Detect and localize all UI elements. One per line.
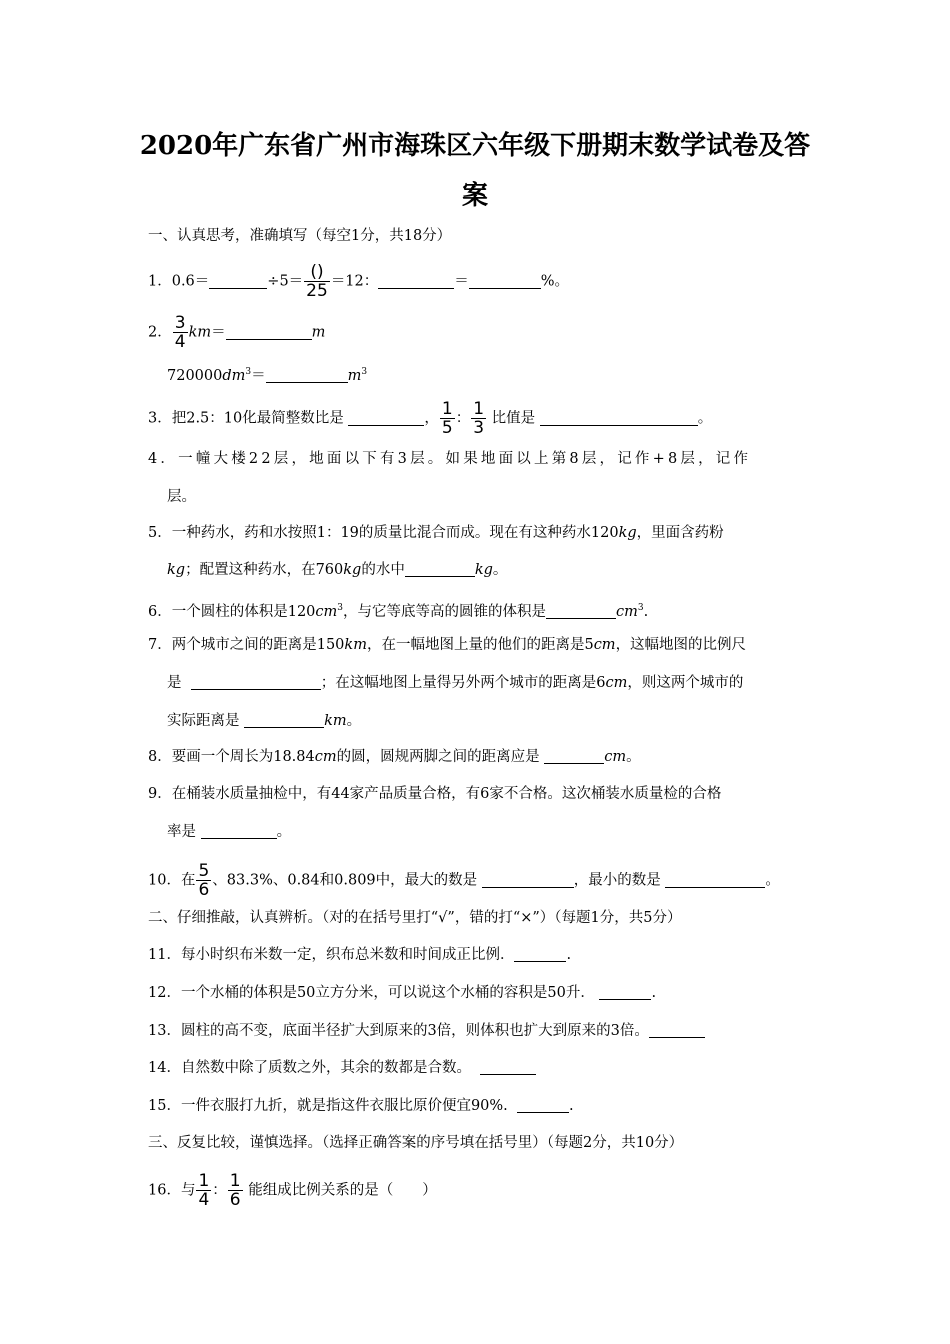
answer-blank[interactable] xyxy=(482,872,574,888)
fraction: $\frac{1}{5}$ xyxy=(441,399,453,438)
question-5-continued: kg；配置这种药水，在760kg的水中 kg。 xyxy=(167,562,508,578)
question-5: 5．一种药水，药和水按照1：19的质量比混合而成。现在有这种药水120kg，里面含药粉 xyxy=(148,525,724,541)
question-10: 10．在 $\frac{5}{6}$ 、83.3%、0.84和0.809中，最大的数是 ，最小的数是 。 xyxy=(148,861,780,900)
fraction: $\frac{()}{25}$ xyxy=(306,262,328,301)
question-16: 16．与 $\frac{1}{4}$ ： $\frac{1}{6}$ 能组成比例关系的是（ ） xyxy=(148,1171,437,1210)
question-9: 9．在桶装水质量抽检中，有44家产品质量合格，有6家不合格。这次桶装水质量检的合格 xyxy=(148,786,722,802)
answer-blank[interactable] xyxy=(209,273,267,289)
fraction: $\frac{1}{3}$ xyxy=(473,399,485,438)
question-4: 4．一幢大楼22层，地面以下有3层。如果地面以上第8层，记作+8层，记作 xyxy=(148,451,752,467)
question-8: 8．要画一个周长为18.84cm的圆，圆规两脚之间的距离应是 cm。 xyxy=(148,749,641,765)
answer-blank[interactable] xyxy=(514,946,566,962)
answer-blank[interactable] xyxy=(405,561,475,577)
answer-blank[interactable] xyxy=(469,273,541,289)
fraction: $\frac{5}{6}$ xyxy=(198,861,210,900)
question-7-continued: 是 ；在这幅地图上量得另外两个城市的距离是6cm，则这两个城市的 xyxy=(167,675,744,691)
section-1-heading: 一、认真思考，准确填写（每空1分，共18分） xyxy=(148,228,452,244)
question-3: 3．把2.5：10化最简整数比是 ， $\frac{1}{5}$ ： $\frac{1}{3}$ 比值是 。 xyxy=(148,399,713,438)
page-title-continued: 案 xyxy=(461,181,488,211)
answer-blank[interactable] xyxy=(649,1022,705,1038)
question-14: 14．自然数中除了质数之外，其余的数都是合数。 xyxy=(148,1058,536,1078)
question-9-continued: 率是 。 xyxy=(167,824,292,840)
answer-blank[interactable] xyxy=(378,273,454,289)
question-1: 1．0.6＝ ÷5＝ $\frac{()}{25}$ ＝12： ＝ %。 xyxy=(148,262,570,301)
question-7-continued-2: 实际距离是 km。 xyxy=(167,713,362,729)
question-15: 15．一件衣服打九折，就是指这件衣服比原价便宜90%. . xyxy=(148,1098,574,1114)
question-13: 13．圆柱的高不变，底面半径扩大到原来的3倍，则体积也扩大到原来的3倍。 xyxy=(148,1021,705,1041)
answer-blank[interactable] xyxy=(517,1097,569,1113)
answer-blank[interactable] xyxy=(665,872,765,888)
answer-blank[interactable] xyxy=(599,984,651,1000)
question-6: 6．一个圆柱的体积是$120cm^3$，与它等底等高的圆锥的体积是 $cm^3$. xyxy=(148,603,649,620)
fraction: $\frac{3}{4}$ xyxy=(174,313,186,352)
page-title: 2020年广东省广州市海珠区六年级下册期末数学试卷及答 xyxy=(139,131,811,161)
answer-blank[interactable] xyxy=(480,1059,536,1075)
fraction: $\frac{1}{6}$ xyxy=(229,1171,241,1210)
answer-blank[interactable] xyxy=(244,712,324,728)
question-7: 7．两个城市之间的距离是150km，在一幅地图上量的他们的距离是5cm，这幅地图的比例尺 xyxy=(148,637,747,653)
answer-blank[interactable] xyxy=(540,410,698,426)
question-2: 2． $\frac{3}{4}$ km＝ m xyxy=(148,313,326,352)
answer-blank[interactable] xyxy=(348,410,424,426)
answer-blank[interactable] xyxy=(266,367,348,383)
section-2-heading: 二、仔细推敲，认真辨析。（对的在括号里打“√”，错的打“×”）（每题1分，共5分） xyxy=(148,910,682,926)
question-12: 12．一个水桶的体积是50立方分米，可以说这个水桶的容积是50升． . xyxy=(148,985,657,1001)
answer-blank[interactable] xyxy=(226,324,312,340)
answer-blank[interactable] xyxy=(191,674,321,690)
question-11: 11．每小时织布米数一定，织布总米数和时间成正比例． . xyxy=(148,947,572,963)
fraction: $\frac{1}{4}$ xyxy=(198,1171,210,1210)
question-2-part-2: $720000dm^3= m^3$ xyxy=(167,367,368,384)
section-3-heading: 三、反复比较，谨慎选择。（选择正确答案的序号填在括号里）（每题2分，共10分） xyxy=(148,1135,684,1151)
answer-blank[interactable] xyxy=(544,748,604,764)
answer-blank[interactable] xyxy=(546,603,616,619)
question-4-continued: 层。 xyxy=(167,489,196,505)
answer-blank[interactable] xyxy=(201,823,277,839)
